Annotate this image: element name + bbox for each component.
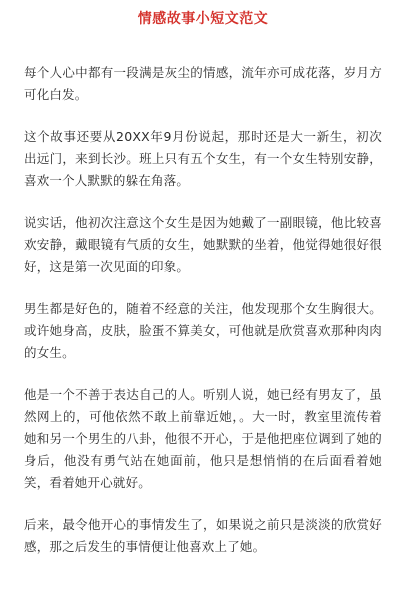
paragraph: 后来，最令他开心的事情发生了，如果说之前只是淡淡的欣赏好感，那之后发生的事情便让他喜欢上了她。	[24, 517, 382, 554]
paragraph: 这个故事还要从20XX年9月份说起，那时还是大一新生，初次出远门，来到长沙。班上只有五个女生，有一个女生特别安静，喜欢一个人默默的躲在角落。	[24, 129, 382, 188]
paragraph: 男生都是好色的，随着不经意的关注，他发现那个女生胸很大。或许她身高，皮肤，脸蛋不算美女，可他就是欣赏喜欢那种肉肉的女生。	[24, 301, 382, 360]
document-title: 情感故事小短文范文	[137, 11, 269, 27]
paragraph: 每个人心中都有一段满是灰尘的情感，流年亦可成花落，岁月方可化白发。	[24, 65, 382, 102]
paragraph: 他是一个不善于表达自己的人。听别人说，她已经有男友了，虽然网上的，可他依然不敢上前靠近她，。大一时，教室里流传着她和另一个男生的八卦，他很不开心，于是他把座位调到了她的身后，他没有勇气站在她面前，他只是想悄悄的在后面看着她笑，看着她开心就好。	[24, 387, 382, 490]
paragraph: 说实话，他初次注意这个女生是因为她戴了一副眼镜，他比较喜欢安静，戴眼镜有气质的女生，她默默的坐着，他觉得她很好很好，这是第一次见面的印象。	[24, 215, 382, 274]
